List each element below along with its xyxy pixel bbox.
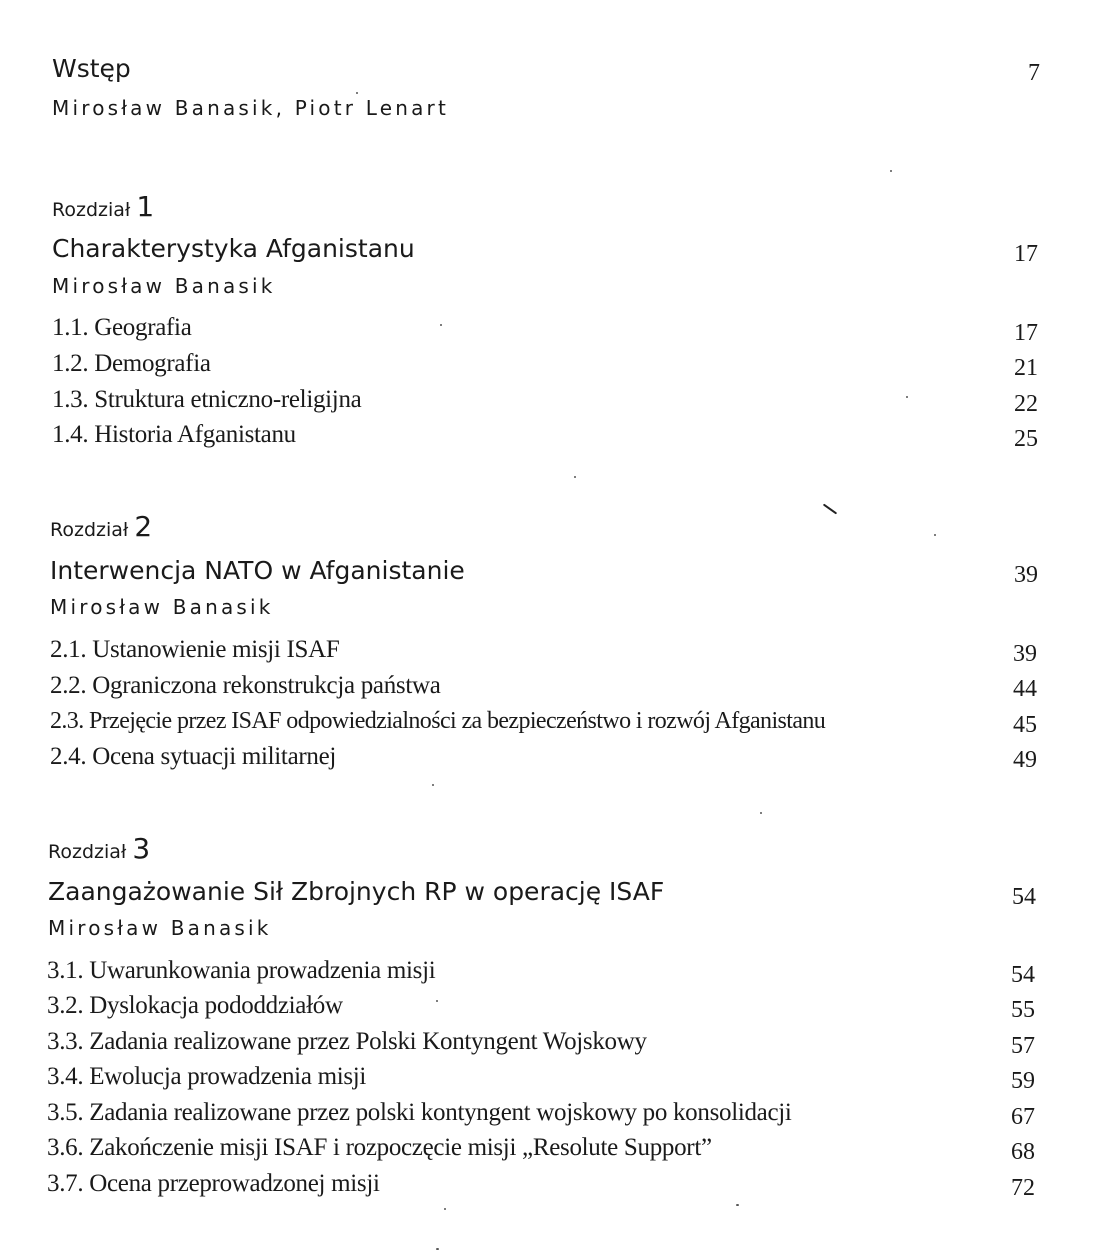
section-1-1-page: 17 — [1014, 320, 1038, 346]
section-3-1: 3.1. Uwarunkowania prowadzenia misji — [47, 957, 436, 984]
section-2-3-page: 45 — [1013, 712, 1037, 738]
section-2-4-page: 49 — [1013, 747, 1037, 773]
scan-speck — [890, 170, 892, 172]
scan-speck — [736, 1204, 739, 1206]
section-2-4: 2.4. Ocena sytuacji militarnej — [50, 743, 337, 770]
section-2-2-page: 44 — [1013, 676, 1037, 702]
section-3-3: 3.3. Zadania realizowane przez Polski Kontyngent Wojskowy — [47, 1028, 647, 1055]
section-1-2: 1.2. Demografia — [52, 350, 211, 377]
section-3-3-page: 57 — [1011, 1033, 1035, 1059]
chapter-2-label — [50, 510, 152, 543]
chapter-1-page-number: 17 — [1014, 241, 1038, 267]
scan-speck — [574, 476, 576, 478]
section-3-4-page: 59 — [1011, 1068, 1035, 1094]
chapter-1-label — [52, 190, 154, 223]
chapter-1-title: Charakterystyka Afganistanu — [52, 234, 415, 263]
scan-speck — [436, 1248, 439, 1250]
scan-speck — [432, 784, 434, 786]
chapter-number: 2 — [134, 510, 153, 543]
section-1-3-page: 22 — [1014, 391, 1038, 417]
section-1-1: 1.1. Geografia — [52, 314, 192, 341]
section-3-2-page: 55 — [1011, 997, 1035, 1023]
section-3-7-page: 72 — [1011, 1175, 1035, 1201]
section-1-2-page: 21 — [1014, 355, 1038, 381]
chapter-3-label — [48, 832, 150, 865]
scan-speck — [444, 1208, 446, 1210]
section-3-6-page: 68 — [1011, 1139, 1035, 1165]
chapter-label: Rozdział — [48, 841, 127, 863]
section-3-5: 3.5. Zadania realizowane przez polski kontyngent wojskowy po konsolidacji — [47, 1099, 792, 1126]
section-3-2: 3.2. Dyslokacja pododdziałów — [47, 992, 343, 1019]
section-3-7: 3.7. Ocena przeprowadzonej misji — [47, 1170, 380, 1197]
scan-speck — [906, 396, 908, 398]
chapter-2-page-number: 39 — [1014, 562, 1038, 588]
section-3-5-page: 67 — [1011, 1104, 1035, 1130]
intro-page-number: 7 — [1028, 60, 1040, 86]
section-3-6: 3.6. Zakończenie misji ISAF i rozpoczęcie misji „Resolute Support” — [47, 1134, 712, 1161]
scan-speck — [436, 1000, 438, 1002]
chapter-label: Rozdział — [50, 519, 129, 541]
section-2-3: 2.3. Przejęcie przez ISAF odpowiedzialności za bezpieczeństwo i rozwój Afganistanu — [50, 708, 826, 734]
chapter-2-author: Mirosław Banasik — [50, 595, 274, 619]
scan-speck — [760, 812, 762, 814]
chapter-number: 1 — [136, 190, 155, 223]
section-1-3: 1.3. Struktura etniczno-religijna — [52, 386, 362, 413]
chapter-number: 3 — [132, 832, 151, 865]
scan-speck — [356, 92, 358, 94]
chapter-2-title: Interwencja NATO w Afganistanie — [50, 556, 465, 585]
chapter-3-title: Zaangażowanie Sił Zbrojnych RP w operację ISAF — [48, 877, 665, 906]
chapter-label: Rozdział — [52, 199, 131, 221]
scan-mark — [823, 504, 837, 515]
section-3-4: 3.4. Ewolucja prowadzenia misji — [47, 1063, 367, 1090]
chapter-3-author: Mirosław Banasik — [48, 916, 272, 940]
section-1-4-page: 25 — [1014, 426, 1038, 452]
intro-authors: Mirosław Banasik, Piotr Lenart — [52, 96, 450, 120]
chapter-3-page-number: 54 — [1012, 884, 1036, 910]
section-1-4: 1.4. Historia Afganistanu — [52, 421, 296, 448]
scan-speck — [934, 534, 936, 536]
section-2-1: 2.1. Ustanowienie misji ISAF — [50, 636, 340, 663]
section-2-1-page: 39 — [1013, 641, 1037, 667]
section-2-2: 2.2. Ograniczona rekonstrukcja państwa — [50, 672, 441, 699]
scan-speck — [440, 324, 442, 326]
intro-title: Wstęp — [52, 54, 131, 83]
section-3-1-page: 54 — [1011, 962, 1035, 988]
chapter-1-author: Mirosław Banasik — [52, 274, 276, 298]
